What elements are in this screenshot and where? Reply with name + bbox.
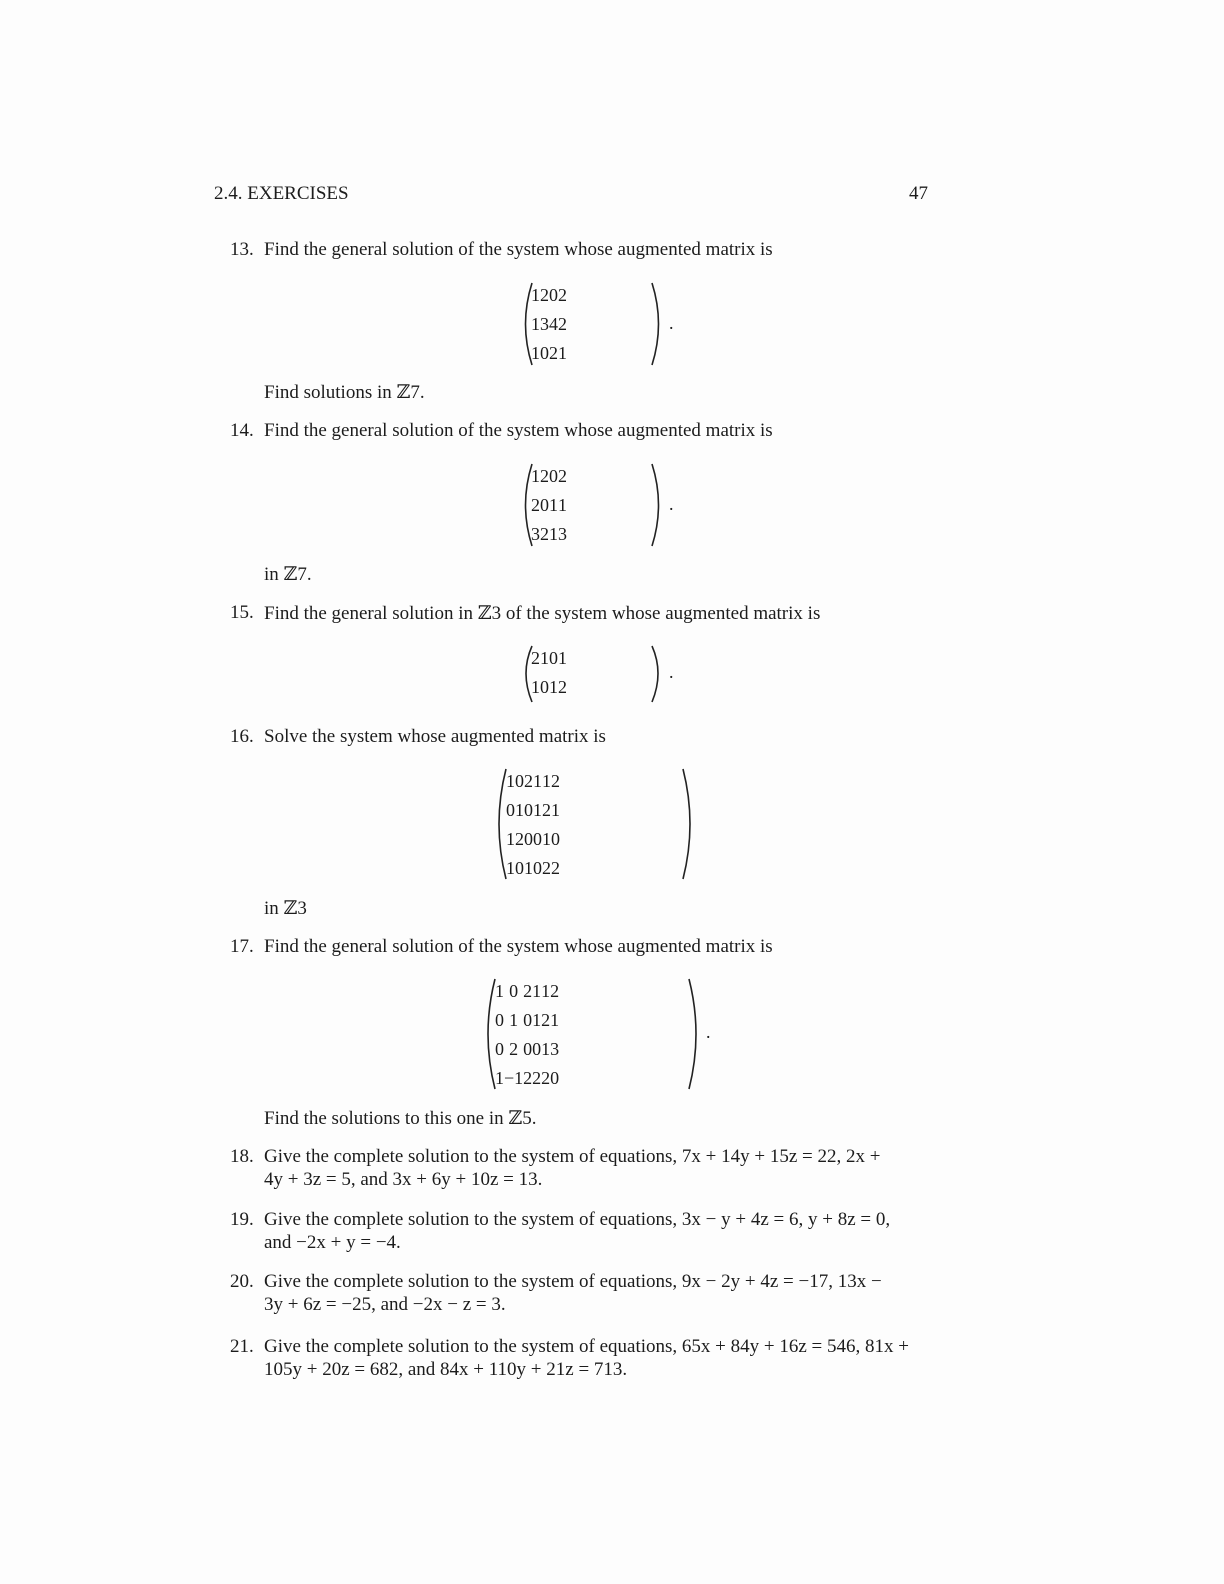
matrix-row <box>495 1035 559 1064</box>
trailing-period: . <box>669 313 674 333</box>
exercise-number: 16. <box>230 726 254 747</box>
exercise-note: Find the solutions to this one in ℤ5. <box>264 1108 537 1129</box>
matrix-entry: 2 <box>558 314 567 334</box>
matrix-row <box>495 1006 559 1035</box>
exercise-note: in ℤ3 <box>264 898 307 919</box>
matrix-entry: 3 <box>550 1039 560 1059</box>
matrix-entry: 0 <box>495 1010 504 1030</box>
exercise-number: 13. <box>230 239 254 260</box>
matrix-row <box>531 339 567 368</box>
matrix-entry: 0 <box>533 858 542 878</box>
matrix-grid <box>531 281 567 368</box>
matrix-entry: 1 <box>558 343 567 363</box>
matrix-row <box>531 462 567 491</box>
matrix-entry: 1 <box>524 858 533 878</box>
matrix-entry: 1 <box>506 771 515 791</box>
exercise-text: Find the general solution in ℤ3 of the system whose augmented matrix is <box>264 603 821 624</box>
matrix-entry: 0 <box>540 343 549 363</box>
page-number: 47 <box>909 183 928 204</box>
matrix-row <box>531 673 567 702</box>
matrix-entry: 1 <box>506 858 515 878</box>
matrix-row <box>495 977 559 1006</box>
matrix-grid <box>495 977 559 1093</box>
matrix-entry: 2 <box>515 829 524 849</box>
matrix-entry: 1 <box>506 829 515 849</box>
matrix-entry: 2 <box>531 648 540 668</box>
exercise-text-line-2: 105y + 20z = 682, and 84x + 110y + 21z = 713. <box>264 1359 628 1380</box>
matrix-entry: 0 <box>532 1039 542 1059</box>
matrix-entry: 1 <box>515 800 524 820</box>
exercise-text-line-1: Give the complete solution to the system of equations, 65x + 84y + 16z = 546, 81x + <box>264 1336 909 1357</box>
exercise-text: Solve the system whose augmented matrix is <box>264 726 606 747</box>
exercise-text: Find the general solution of the system whose augmented matrix is <box>264 420 773 441</box>
exercise-number: 15. <box>230 602 254 623</box>
matrix-entry: 1 <box>558 495 567 515</box>
matrix-entry: 1 <box>531 285 540 305</box>
matrix-entry: 2 <box>542 800 551 820</box>
matrix-entry: 0 <box>515 858 524 878</box>
matrix-entry: 1 <box>551 800 560 820</box>
matrix-entry: 2 <box>558 285 567 305</box>
trailing-period: . <box>669 662 674 682</box>
matrix-entry: 1 <box>542 771 551 791</box>
matrix-grid <box>531 644 567 702</box>
matrix-entry: 2 <box>551 858 560 878</box>
matrix-grid <box>531 462 567 549</box>
matrix-entry: 0 <box>495 1039 504 1059</box>
matrix-entry: 0 <box>551 829 560 849</box>
exercise-text: Find the general solution of the system whose augmented matrix is <box>264 936 773 957</box>
right-paren <box>650 462 664 548</box>
matrix-entry: 0 <box>509 981 519 1001</box>
matrix-entry: 1 <box>531 314 540 334</box>
matrix-entry: −1 <box>504 1068 524 1088</box>
matrix-entry: 2 <box>524 771 533 791</box>
matrix-entry: 1 <box>541 1039 551 1059</box>
exercise-text-line-2: 3y + 6z = −25, and −2x − z = 3. <box>264 1294 506 1315</box>
matrix-entry: 2 <box>541 1068 551 1088</box>
matrix-entry: 1 <box>550 1010 560 1030</box>
matrix-entry: 2 <box>531 495 540 515</box>
matrix-entry: 1 <box>549 677 558 697</box>
exercise-number: 14. <box>230 420 254 441</box>
matrix-entry: 0 <box>506 800 515 820</box>
exercise-text-line-1: Give the complete solution to the system of equations, 3x − y + 4z = 6, y + 8z = 0, <box>264 1209 891 1230</box>
matrix-entry: 2 <box>523 1068 533 1088</box>
exercise-note: Find solutions in ℤ7. <box>264 382 425 403</box>
matrix-entry: 3 <box>540 314 549 334</box>
matrix-entry: 2 <box>540 524 549 544</box>
matrix-entry: 1 <box>509 1010 519 1030</box>
matrix-entry: 2 <box>542 858 551 878</box>
matrix-entry: 2 <box>558 677 567 697</box>
matrix-entry: 1 <box>532 981 542 1001</box>
matrix-entry: 2 <box>509 1039 519 1059</box>
right-paren <box>681 767 695 881</box>
matrix-entry: 3 <box>531 524 540 544</box>
matrix-entry: 0 <box>540 677 549 697</box>
matrix-row <box>506 796 560 825</box>
matrix-entry: 0 <box>524 800 533 820</box>
exercise-number: 19. <box>230 1209 254 1230</box>
matrix-entry: 1 <box>540 648 549 668</box>
right-paren <box>650 644 664 704</box>
exercise-text-line-1: Give the complete solution to the system of equations, 9x − 2y + 4z = −17, 13x − <box>264 1271 882 1292</box>
matrix-entry: 0 <box>550 1068 560 1088</box>
exercise-number: 18. <box>230 1146 254 1167</box>
matrix-entry: 2 <box>540 466 549 486</box>
matrix-row <box>531 491 567 520</box>
matrix-entry: 0 <box>549 648 558 668</box>
exercise-number: 17. <box>230 936 254 957</box>
matrix-entry: 1 <box>533 800 542 820</box>
matrix-entry: 1 <box>531 677 540 697</box>
matrix-row <box>531 644 567 673</box>
matrix-entry: 0 <box>540 495 549 515</box>
matrix-row <box>506 825 560 854</box>
matrix-row <box>531 520 567 549</box>
matrix-entry: 0 <box>515 771 524 791</box>
trailing-period: . <box>669 494 674 514</box>
running-header-section: 2.4. EXERCISES <box>214 183 349 204</box>
matrix-entry: 2 <box>549 343 558 363</box>
matrix-grid <box>506 767 560 883</box>
right-paren <box>650 281 664 367</box>
matrix-entry: 1 <box>549 495 558 515</box>
matrix-entry: 3 <box>558 524 567 544</box>
exercise-text-line-1: Give the complete solution to the system of equations, 7x + 14y + 15z = 22, 2x + <box>264 1146 881 1167</box>
matrix-entry: 1 <box>541 981 551 1001</box>
matrix-entry: 2 <box>558 466 567 486</box>
matrix-row <box>495 1064 559 1093</box>
matrix-entry: 2 <box>540 285 549 305</box>
matrix-entry: 4 <box>549 314 558 334</box>
matrix-row <box>531 310 567 339</box>
matrix-entry: 0 <box>524 829 533 849</box>
matrix-entry: 2 <box>551 771 560 791</box>
matrix-entry: 0 <box>549 285 558 305</box>
exercise-text-line-2: 4y + 3z = 5, and 3x + 6y + 10z = 13. <box>264 1169 543 1190</box>
matrix-entry: 1 <box>549 524 558 544</box>
exercise-number: 20. <box>230 1271 254 1292</box>
matrix-entry: 1 <box>532 1010 542 1030</box>
matrix-entry: 1 <box>531 466 540 486</box>
matrix-row <box>531 281 567 310</box>
matrix-entry: 1 <box>531 343 540 363</box>
matrix-entry: 2 <box>523 981 533 1001</box>
matrix-entry: 1 <box>533 771 542 791</box>
matrix-entry: 1 <box>542 829 551 849</box>
trailing-period: . <box>706 1022 711 1042</box>
matrix-entry: 1 <box>495 1068 504 1088</box>
exercise-text-line-2: and −2x + y = −4. <box>264 1232 401 1253</box>
matrix-entry: 0 <box>549 466 558 486</box>
matrix-entry: 2 <box>541 1010 551 1030</box>
matrix-entry: 1 <box>558 648 567 668</box>
matrix-entry: 2 <box>550 981 560 1001</box>
matrix-row <box>506 854 560 883</box>
matrix-entry: 0 <box>533 829 542 849</box>
exercise-note: in ℤ7. <box>264 564 312 585</box>
matrix-entry: 1 <box>495 981 504 1001</box>
matrix-entry: 0 <box>523 1010 533 1030</box>
exercise-number: 21. <box>230 1336 254 1357</box>
exercise-text: Find the general solution of the system whose augmented matrix is <box>264 239 773 260</box>
matrix-entry: 2 <box>532 1068 542 1088</box>
matrix-row <box>506 767 560 796</box>
right-paren <box>687 977 701 1091</box>
matrix-entry: 0 <box>523 1039 533 1059</box>
